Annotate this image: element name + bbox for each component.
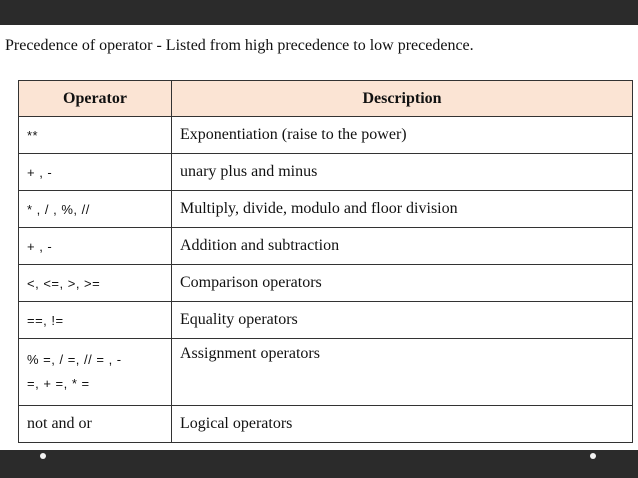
table-row [19,117,633,154]
description-cell: Logical operators [172,406,633,443]
table-row [19,339,633,406]
header-description: Description [172,81,633,117]
header-operator: Operator [19,81,172,117]
table-row [19,406,633,443]
description-cell: Addition and subtraction [172,228,633,265]
operator-line: % =, / =, // = , - [27,352,122,367]
description-cell: Assignment operators [172,339,633,406]
operator-precedence-table [18,80,633,443]
top-bar [0,0,638,25]
bottom-bar [0,450,638,478]
table-row [19,302,633,339]
table-row [19,265,633,302]
operator-cell: ** [19,117,172,154]
operator-cell [19,339,172,406]
description-cell: Multiply, divide, modulo and floor division [172,191,633,228]
operator-cell: <, <=, >, >= [19,265,172,302]
operator-cell: + , - [19,154,172,191]
description-cell: Equality operators [172,302,633,339]
operator-cell: * , / , %, // [19,191,172,228]
table-row [19,228,633,265]
page-indicator-dot [590,453,596,459]
caption: Precedence of operator - Listed from high precedence to low precedence. [5,37,474,54]
table-header-row [19,81,633,117]
document-page [0,25,638,450]
operator-cell: not and or [19,406,172,443]
operator-cell: ==, != [19,302,172,339]
operator-line: =, + =, * = [27,376,90,391]
table-row [19,191,633,228]
description-cell: unary plus and minus [172,154,633,191]
table-row [19,154,633,191]
description-cell: Exponentiation (raise to the power) [172,117,633,154]
operator-cell: + , - [19,228,172,265]
page-indicator-dot [40,453,46,459]
description-cell: Comparison operators [172,265,633,302]
